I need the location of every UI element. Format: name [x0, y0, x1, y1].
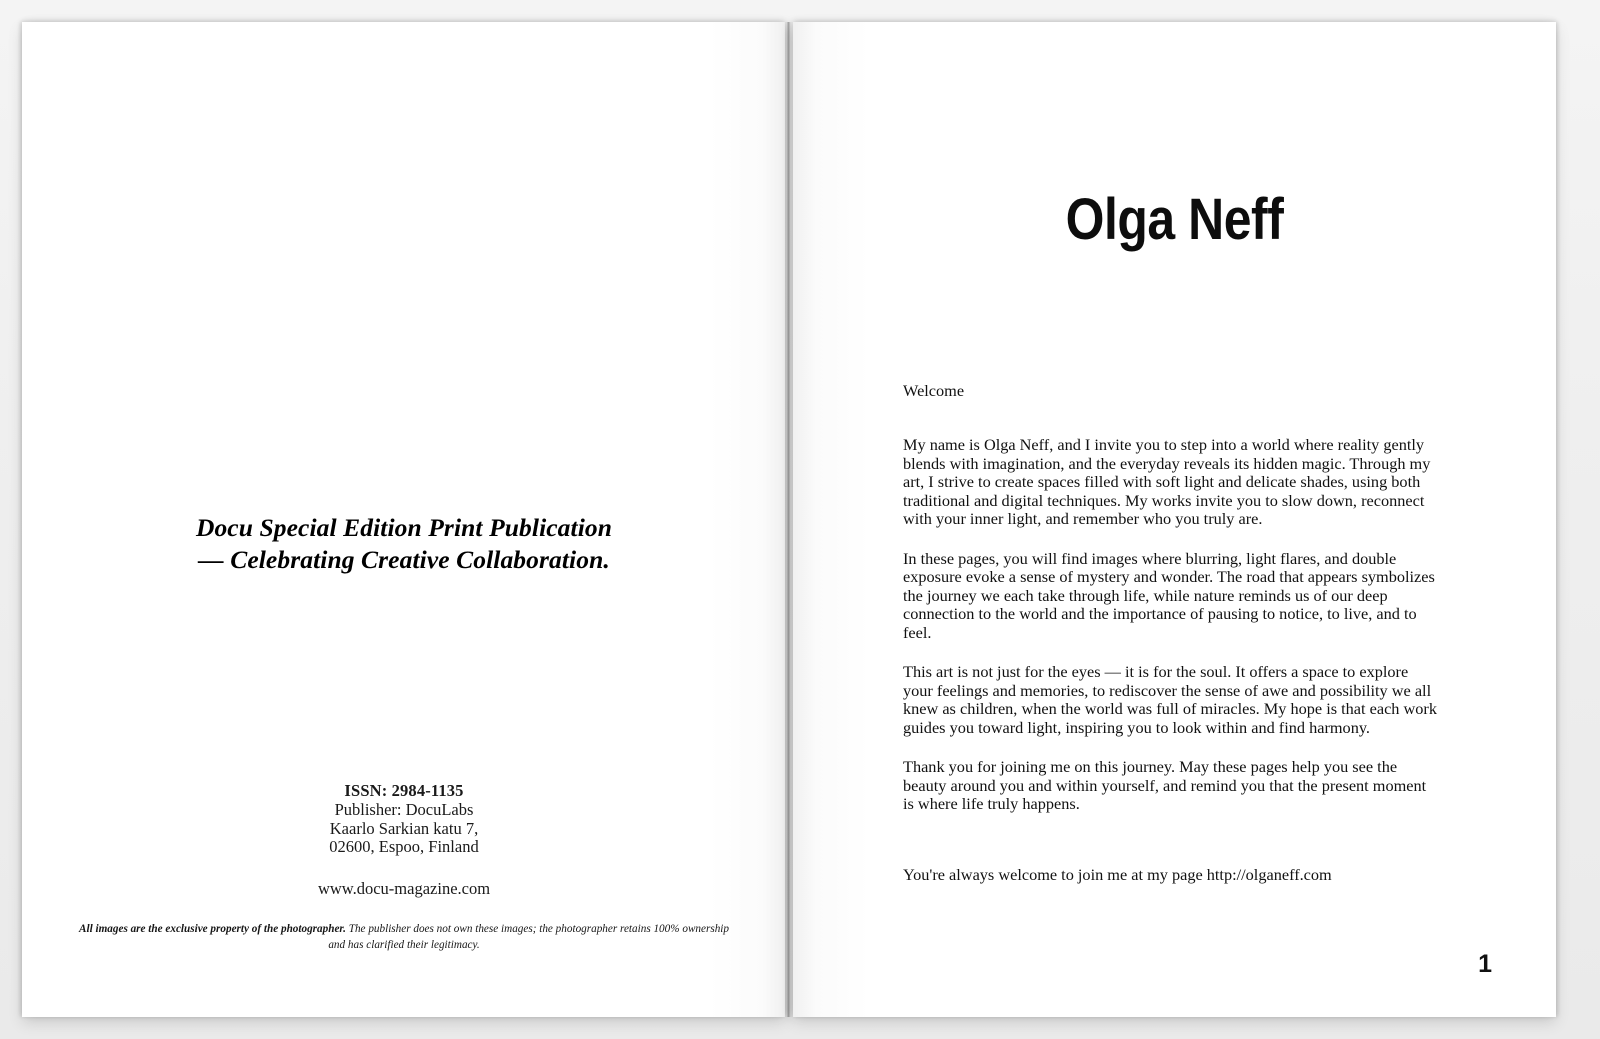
imprint-title-line-2: — Celebrating Creative Collaboration.: [198, 544, 610, 574]
disclaimer-emphasis: All images are the exclusive property of the photographer.: [79, 923, 346, 935]
statement-paragraph-4: Thank you for joining me on this journey. May these pages help you see the beauty around you and within yourself, and remind you that the present moment is where life truly happens.: [903, 757, 1427, 814]
left-page-colophon: [22, 22, 785, 1017]
colophon-content: [22, 22, 785, 1017]
imprint-title: [74, 512, 734, 576]
imprint-title-line-1: Docu Special Edition Print Publication: [195, 513, 613, 542]
image-rights-disclaimer: [74, 922, 734, 954]
publisher-website[interactable]: www.docu-magazine.com: [317, 879, 491, 898]
publisher-address-line-2: 02600, Espoo, Finland: [329, 837, 479, 857]
statement-paragraph-1: My name is Olga Neff, and I invite you to step into a world where reality gently blends with imagination, and the everyday reveals its hidden magic. Through my art, I strive to create spaces filled with soft light and delicate shades, using both traditional and digital techniques. My works invite you to slow down, reconnect with your inner light, and remember who you truly are.: [903, 435, 1431, 529]
statement-greeting: Welcome: [903, 381, 965, 400]
right-page-artist-statement: [793, 22, 1556, 1017]
disclaimer-body: The publisher does not own these images; the photographer retains 100% ownership and has clarified their legitimacy.: [328, 923, 729, 951]
artist-statement-body: [903, 382, 1440, 884]
statement-paragraph-3: This art is not just for the eyes — it is for the soul. It offers a space to explore your feelings and memories, to rediscover the sense of awe and possibility we all knew as children, when the world was full of miracles. My hope is that each work guides you toward light, inspiring you to look within and find harmony.: [903, 662, 1437, 737]
page-number: 1: [1478, 950, 1492, 978]
binding-gutter: [784, 22, 793, 1017]
publisher-address-line-1: Kaarlo Sarkian katu 7,: [329, 818, 479, 838]
publisher-name: Publisher: DocuLabs: [334, 799, 474, 819]
issn-value: ISSN: 2984-1135: [344, 781, 464, 800]
statement-outro-link[interactable]: You're always welcome to join me at my page http://olganeff.com: [903, 864, 1332, 884]
artist-name-heading: Olga Neff: [1065, 187, 1284, 252]
statement-paragraph-2: In these pages, you will find images where blurring, light flares, and double exposure evoke a sense of mystery and wonder. The road that appears symbolizes the journey we each take through life, while nature reminds us of our deep connection to the world and the importance of pausing to notice, to live, and to feel.: [903, 548, 1435, 642]
imprint-publisher-block: [74, 782, 734, 857]
